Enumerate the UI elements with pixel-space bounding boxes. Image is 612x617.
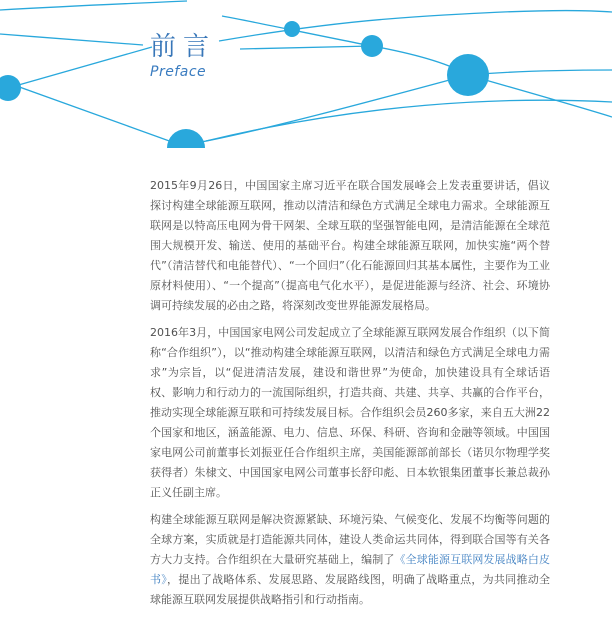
section-title-cn: 前言 bbox=[150, 32, 217, 62]
paragraph-3-text-before: 构建全球能源互联网是解决资源紧缺、环境污染、气候变化、发展不均衡等问题的全球方案，实质就是打造能源共同体，建设人类命运共同体，得到联合国等有关各方大力支持。合作组织在大量研究基础上，编制了 bbox=[150, 513, 550, 566]
paragraph-3-text-after: ，提出了战略体系、发展思路、发展路线图，明确了战略重点，为共同推动全球能源互联网发展提供战略指引和行动指南。 bbox=[150, 573, 551, 606]
node-left-edge bbox=[0, 75, 21, 101]
paragraph-3 bbox=[150, 510, 550, 610]
preface-body bbox=[150, 176, 550, 617]
network-graphic-icon bbox=[0, 0, 612, 160]
paragraph-2: 2016年3月，中国国家电网公司发起成立了全球能源互联网发展合作组织（以下简称“合作组织”），以“推动构建全球能源互联网，以清洁和绿色方式满足全球电力需求”为宗旨，以“促进清洁发展，建设和谐世界”为使命，加快建设具有全球话语权、影响力和行动力的一流国际组织，打造共商、共建、共享、共赢的合作平台，推动实现全球能源互联和可持续发展目标。合作组织会员260多家，来自五大洲22个国家和地区，涵盖能源、电力、信息、环保、科研、咨询和金融等领域。中国国家电网公司前董事长刘振亚任合作组织主席，美国能源部前部长（诺贝尔物理学奖获得者）朱棣文、中国国家电网公司董事长舒印彪、日本软银集团董事长兼总裁孙正义任副主席。 bbox=[150, 326, 550, 499]
node-large bbox=[447, 54, 489, 96]
node-small bbox=[284, 21, 300, 37]
node-dome bbox=[167, 129, 205, 148]
section-title bbox=[150, 33, 270, 80]
paragraph-1: 2015年9月26日，中国国家主席习近平在联合国发展峰会上发表重要讲话，倡议探讨构建全球能源互联网，推动以清洁和绿色方式满足全球电力需求。全球能源互联网是以特高压电网为骨干网架、全球互联的坚强智能电网，是清洁能源在全球范围大规模开发、输送、使用的基础平台。构建全球能源互联网，加快实施“两个替代”（清洁替代和电能替代）、“一个回归”（化石能源回归其基本属性，主要作为工业原材料使用）、“一个提高”（提高电气化水平），是促进能源与经济、社会、环境协调可持续发展的必由之路，将深刻改变世界能源发展格局。 bbox=[150, 179, 550, 312]
decorative-header bbox=[0, 0, 612, 160]
node-medium bbox=[361, 35, 383, 57]
white-paper-title: 《全球能源互联网发展战略白皮书》 bbox=[150, 553, 551, 586]
section-title-en: Preface bbox=[150, 63, 207, 80]
